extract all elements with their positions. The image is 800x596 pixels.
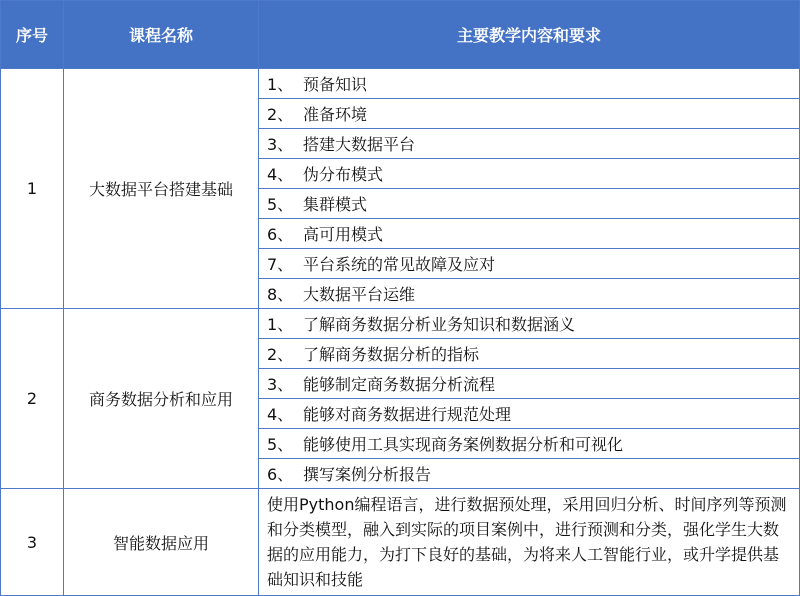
item-text: 搭建大数据平台 [303,135,416,154]
item-text: 伪分布模式 [303,165,384,184]
item-number: 2、 [267,345,294,364]
item-number: 4、 [267,165,294,184]
item-number: 5、 [267,435,294,454]
table-row [1,69,800,99]
content-item [259,339,800,369]
item-text: 平台系统的常见故障及应对 [303,255,496,274]
course-index: 2 [1,309,64,489]
content-item [259,129,800,159]
header-index: 序号 [1,1,64,69]
item-text: 预备知识 [303,75,368,94]
content-item [259,459,800,489]
item-number: 6、 [267,225,294,244]
item-number: 4、 [267,405,294,424]
header-row [1,1,800,69]
content-item [259,249,800,279]
item-text: 了解商务数据分析业务知识和数据涵义 [303,315,576,334]
content-item [259,309,800,339]
content-description: 使用Python编程语言，进行数据预处理，采用回归分析、时间序列等预测和分类模型，融入到实际的项目案例中，进行预测和分类，强化学生大数据的应用能力，为打下良好的基础，为将来人工智能行业，或升学提供基础知识和技能 [259,489,800,596]
item-number: 2、 [267,105,294,124]
item-number: 5、 [267,195,294,214]
content-item [259,369,800,399]
content-item [259,99,800,129]
item-number: 6、 [267,465,294,484]
content-item [259,189,800,219]
table-row [1,489,800,596]
item-text: 集群模式 [303,195,368,214]
item-number: 3、 [267,135,294,154]
header-content: 主要教学内容和要求 [259,1,800,69]
table-row [1,309,800,339]
content-item [259,279,800,309]
course-index: 3 [1,489,64,596]
content-item [259,159,800,189]
item-text: 了解商务数据分析的指标 [303,345,480,364]
item-text: 大数据平台运维 [303,285,416,304]
item-number: 3、 [267,375,294,394]
content-item [259,429,800,459]
item-text: 能够制定商务数据分析流程 [303,375,496,394]
item-text: 撰写案例分析报告 [303,465,432,484]
item-number: 7、 [267,255,294,274]
item-text: 能够对商务数据进行规范处理 [303,405,512,424]
course-name: 商务数据分析和应用 [64,309,259,489]
header-course-name: 课程名称 [64,1,259,69]
item-text: 准备环境 [303,105,368,124]
item-number: 1、 [267,75,294,94]
item-number: 8、 [267,285,294,304]
content-item [259,219,800,249]
content-item [259,399,800,429]
content-item [259,69,800,99]
item-text: 能够使用工具实现商务案例数据分析和可视化 [303,435,624,454]
course-name: 智能数据应用 [64,489,259,596]
course-index: 1 [1,69,64,309]
course-name: 大数据平台搭建基础 [64,69,259,309]
item-text: 高可用模式 [303,225,384,244]
item-number: 1、 [267,315,294,334]
